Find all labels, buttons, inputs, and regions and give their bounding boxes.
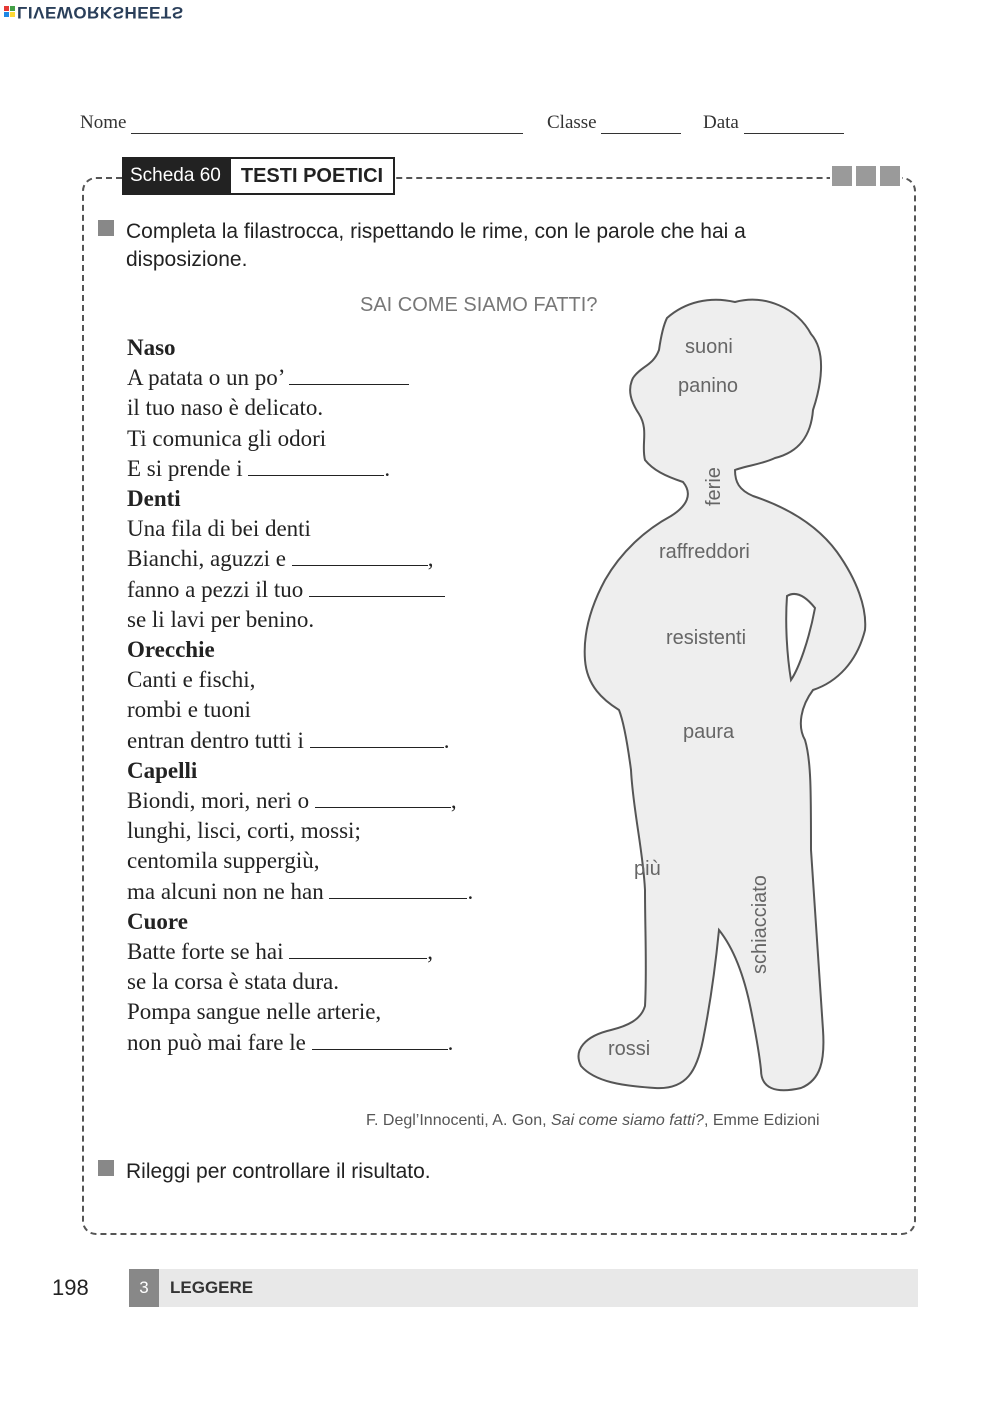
line-text: A patata o un po’ [127, 365, 284, 391]
poem-line [127, 514, 473, 544]
line-text: il tuo naso è delicato. [127, 395, 324, 421]
date-input-line[interactable] [744, 117, 844, 134]
date-label: Data [703, 112, 739, 133]
class-input-line[interactable] [601, 117, 681, 134]
logo-tile [10, 13, 15, 18]
line-text: Biondi, mori, neri o [127, 788, 310, 814]
name-input-line[interactable] [131, 117, 523, 134]
line-text: centomila suppergiù, [127, 848, 320, 874]
poem-line [127, 544, 473, 574]
poem-line [127, 665, 473, 695]
fill-in-blank[interactable] [289, 364, 409, 385]
child-silhouette [575, 290, 875, 1100]
line-text: lunghi, lisci, corti, mossi; [127, 818, 361, 844]
card-title: TESTI POETICI [229, 157, 395, 195]
stanza-heading: Capelli [127, 757, 198, 783]
instruction-text: Completa la filastrocca, rispettando le rime, con le parole che hai a disposizione. [126, 220, 746, 271]
card-tab [122, 157, 395, 195]
fill-in-blank[interactable] [315, 787, 451, 808]
logo-tile [4, 13, 9, 18]
credit-title: Sai come siamo fatti? [551, 1112, 704, 1129]
fill-in-blank[interactable] [329, 878, 467, 899]
line-punctuation: . [467, 878, 474, 904]
line-punctuation: . [384, 455, 391, 481]
class-label: Classe [547, 112, 597, 133]
poem-line [127, 575, 473, 605]
class-field [547, 112, 681, 134]
poem-line [127, 363, 473, 393]
word-resistenti[interactable]: resistenti [666, 627, 747, 649]
difficulty-box [832, 166, 852, 186]
poem-line [127, 937, 473, 967]
line-punctuation: , [427, 546, 434, 572]
poem-line [127, 786, 473, 816]
line-text: rombi e tuoni [127, 697, 251, 723]
unit-label: LEGGERE [170, 1278, 254, 1297]
poem-line [127, 605, 473, 635]
poem-line [127, 393, 473, 423]
stanza-heading: Cuore [127, 908, 188, 934]
square-bullet-icon [98, 220, 114, 236]
line-text: entran dentro tutti i [127, 727, 304, 753]
word-ferie[interactable]: ferie [703, 467, 725, 506]
date-field [703, 112, 844, 134]
fill-in-blank[interactable] [289, 938, 427, 959]
line-text: Batte forte se hai [127, 939, 284, 965]
poem-stanza [127, 907, 473, 1058]
poem-line [127, 967, 473, 997]
difficulty-boxes [830, 166, 902, 186]
line-punctuation: , [427, 939, 433, 965]
poem-line [127, 997, 473, 1027]
line-text: Bianchi, aguzzi e [127, 546, 287, 572]
line-text: non può mai fare le [127, 1029, 306, 1055]
stanza-heading: Naso [127, 335, 176, 360]
line-text: E si prende i [127, 455, 243, 481]
poem-line [127, 424, 473, 454]
poem-line [127, 695, 473, 725]
line-text: fanno a pezzi il tuo [127, 576, 304, 602]
word-schiacciato[interactable]: schiacciato [749, 875, 771, 974]
difficulty-box [880, 166, 900, 186]
poem-stanza [127, 484, 473, 635]
fill-in-blank[interactable] [248, 455, 384, 476]
poem-title: SAI COME SIAMO FATTI? [360, 294, 598, 316]
line-punctuation: , [450, 788, 457, 814]
poem-line [127, 846, 473, 876]
logo-tiles-icon [4, 7, 15, 18]
line-text: Ti comunica gli odori [127, 425, 327, 451]
word-raffreddori[interactable]: raffreddori [659, 541, 750, 563]
logo-tile [10, 7, 15, 12]
line-text: Pompa sangue nelle arterie, [127, 999, 382, 1025]
page-number: 198 [52, 1275, 89, 1300]
instruction-text: Rileggi per controllare il risultato. [126, 1160, 431, 1183]
fill-in-blank[interactable] [309, 576, 445, 597]
name-label: Nome [80, 112, 127, 133]
section-footer [129, 1269, 918, 1307]
credit-authors: F. Degl’Innocenti, A. Gon, [366, 1112, 547, 1129]
credit-publisher: , Emme Edizioni [703, 1112, 820, 1129]
unit-number: 3 [129, 1269, 159, 1307]
card-number: Scheda 60 [122, 157, 229, 195]
line-text: Canti e fischi, [127, 667, 256, 693]
poem-line [127, 726, 473, 756]
poem-line [127, 816, 473, 846]
square-bullet-icon [98, 1160, 114, 1176]
word-paura[interactable]: paura [683, 721, 735, 743]
line-punctuation: . [443, 727, 450, 753]
word-panino[interactable]: panino [678, 375, 739, 397]
fill-in-blank[interactable] [310, 727, 444, 748]
line-punctuation: . [447, 1029, 454, 1055]
word-piu[interactable]: più [634, 858, 661, 880]
poem-line [127, 877, 473, 907]
silhouette-body [579, 300, 866, 1091]
name-field [80, 112, 523, 134]
difficulty-box [856, 166, 876, 186]
poem-credit [366, 1112, 820, 1130]
liveworksheets-logo [4, 2, 184, 22]
word-rossi[interactable]: rossi [608, 1038, 651, 1060]
poem-stanza [127, 333, 473, 484]
instruction-complete [98, 218, 766, 274]
poem-stanza [127, 635, 473, 756]
poem-line [127, 454, 473, 484]
instruction-reread [98, 1158, 431, 1186]
word-suoni[interactable]: suoni [685, 336, 733, 358]
fill-in-blank[interactable] [292, 545, 428, 566]
poem-body [127, 333, 473, 1058]
line-text: Una fila di bei denti [127, 516, 311, 542]
line-text: se la corsa è stata dura. [127, 969, 340, 995]
line-text: se li lavi per benino. [127, 606, 315, 632]
poem-line [127, 1028, 473, 1058]
logo-text: LIVEWORKSHEETS [17, 3, 184, 22]
stanza-heading: Orecchie [127, 637, 215, 663]
line-text: ma alcuni non ne han [127, 878, 324, 904]
logo-tile [4, 7, 9, 12]
fill-in-blank[interactable] [312, 1029, 448, 1050]
stanza-heading: Denti [127, 486, 181, 512]
poem-stanza [127, 756, 473, 907]
